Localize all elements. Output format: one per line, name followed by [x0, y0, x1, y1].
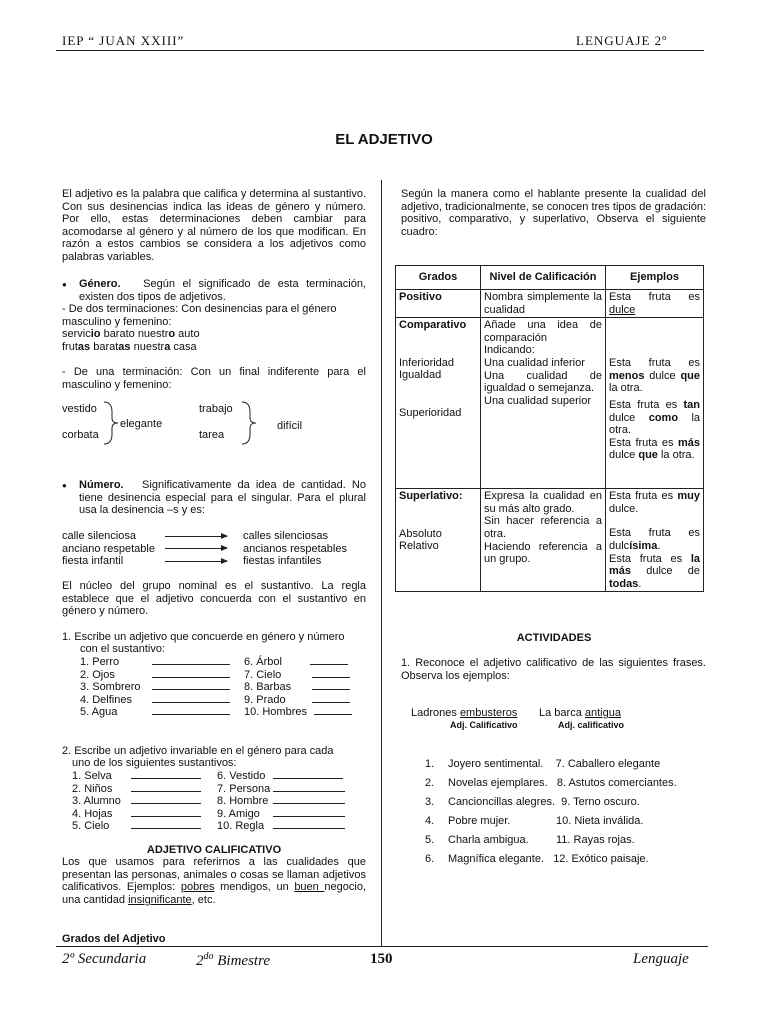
example-line-2: frutas baratas nuestra casa [62, 341, 197, 353]
list-item: 6. Magnífica elegante. 12. Exótico paisaje. [425, 853, 649, 865]
intro-paragraph: El adjetivo es la palabra que califica y determina al sustantivo. Con sus desinencias indica las ideas de género y número. Por ello, estas determinaciones deben cambiar para acomodarse al género y al número de los que modifican. En razón a estos cambios se considera a los adjetivos como palabras variables. [62, 188, 366, 263]
arrow-icon [165, 561, 227, 562]
exercise-2-list-2: 6. Vestido 7. Persona 8. Hombre 9. Amigo 10. Regla [217, 770, 345, 833]
word-trabajo: trabajo [199, 403, 233, 415]
pair-row: fiesta infantil fiestas infantiles [62, 555, 322, 568]
pair-row: anciano respetable ancianos respetables [62, 542, 347, 555]
word-dificil: difícil [277, 420, 303, 432]
list-item: 3. Cancioncillas alegres. 9. Terno oscuro. [425, 796, 640, 808]
word-vestido: vestido [62, 403, 97, 415]
table-header: Nivel de Calificación [481, 266, 606, 290]
word-tarea: tarea [199, 429, 225, 441]
calificativo-title: ADJETIVO CALIFICATIVO [146, 844, 282, 856]
brace-icon [238, 400, 258, 446]
exercise-1-list: 1. Perro 2. Ojos 3. Sombrero 4. Delfines 5. Agua [80, 656, 230, 719]
table-row: Superlativo: Absoluto Relativo Expresa la cualidad en su más alto grado. Sin hacer referencia a otra. Haciendo referencia a un grupo. Esta fruta es muy dulce. Esta fruta es dulcísima. Esta fruta es la más dulce de todas. [396, 489, 704, 592]
table-row: Positivo Nombra simplemente la cualidad Esta fruta es dulce [396, 290, 704, 318]
dos-terminaciones [62, 303, 372, 328]
exercise-1-list-2: 6. Árbol 7. Cielo 8. Barbas 9. Prado 10. Hombres [244, 656, 352, 719]
header-rule [56, 50, 704, 51]
table-header: Ejemplos [606, 266, 704, 290]
word-corbata: corbata [62, 429, 99, 441]
actividades-question: 1. Reconoce el adjetivo calificativo de las siguientes frases. Observa los ejemplos: [401, 657, 706, 682]
exercise-2-list: 1. Selva 2. Niños 3. Alumno 4. Hojas 5. Cielo [72, 770, 201, 833]
list-item: 2. Novelas ejemplares. 8. Astutos comerciantes. [425, 777, 677, 789]
plural-pairs [62, 530, 347, 568]
list-item: 5. Charla ambigua. 11. Rayas rojas. [425, 834, 635, 846]
list-item: 1. Joyero sentimental. 7. Caballero elegante [425, 758, 661, 770]
column-divider [381, 180, 382, 946]
example-label-2: Adj. calificativo [558, 720, 625, 730]
table-row: Comparativo Inferioridad Igualdad Superioridad Añade una idea de comparación Indicando: Una cualidad inferior Una cualidad de igualdad o semejanza. Una cualidad superior Esta fruta es menos dulce que la otra. Esta fruta es tan dulce como la otra. Esta fruta es más dulce que la otra. [396, 318, 704, 489]
example-label-1: Adj. Calificativo [450, 720, 518, 730]
calificativo-paragraph: Los que usamos para referirnos a las cualidades que presentan las personas, animales o cosas se llaman adjetivos calificativos. Ejemplos: pobres mendigos, un buen negocio, una cantidad insignificante, etc. [62, 856, 366, 906]
example-ladrones: Ladrones embusteros [411, 707, 518, 719]
grados-table [395, 265, 704, 592]
exercise-1-question: 1. Escribe un adjetivo que concuerde en género y número [62, 631, 345, 643]
footer-grade: 2º Secundaria [62, 951, 147, 967]
right-intro-paragraph: Según la manera como el hablante presente la cualidad del adjetivo, tradicionalmente, se conocen tres tipos de gradación: positivo, comparativo, y superlativo, Observa el siguiente cuadro: [401, 188, 706, 238]
genero-paragraph [79, 278, 366, 303]
brace-icon [100, 400, 120, 446]
numero-text: Significativamente da idea de cantidad. No tiene desinencia especial para el singular. Para el plural usa la desinencia –s y es: [79, 479, 366, 517]
example-line-1: servicio barato nuestro auto [62, 328, 200, 340]
word-elegante: elegante [120, 418, 163, 430]
nucleo-paragraph: El núcleo del grupo nominal es el sustantivo. La regla establece que el adjetivo concuerda con el sustantivo en género y número. [62, 580, 366, 618]
footer-subject: Lenguaje [633, 951, 689, 967]
footer-bimestre: $2^{do}$ Bimestre [196, 951, 271, 969]
footer-rule [56, 946, 708, 947]
exercise-1-question-2: con el sustantivo: [80, 643, 165, 655]
genero-title: Género. [79, 278, 121, 290]
una-terminacion: - De una terminación: Con un final indiferente para el masculino y femenino: [62, 366, 366, 391]
example-barca: La barca antigua [539, 707, 621, 719]
list-item: 4. Pobre mujer. 10. Nieta inválida. [425, 815, 644, 827]
numero-paragraph [79, 479, 366, 517]
exercise-2-question-2: uno de los siguientes sustantivos: [72, 757, 237, 769]
numero-title: Número. [79, 479, 124, 491]
page-number: 150 [370, 951, 393, 967]
actividades-title: ACTIVIDADES [516, 632, 592, 644]
grados-title: Grados del Adjetivo [62, 933, 166, 945]
header-subject: LENGUAJE 2º [576, 33, 668, 48]
header-school: IEP “ JUAN XXIII” [62, 33, 185, 48]
table-header: Grados [396, 266, 481, 290]
arrow-icon [165, 548, 227, 549]
exercise-2-question: 2. Escribe un adjetivo invariable en el género para cada [62, 745, 334, 757]
page-title: EL ADJETIVO [335, 131, 433, 148]
arrow-icon [165, 536, 227, 537]
dos-term-text: - De dos terminaciones: Con desinencias para el género masculino y femenino: [62, 303, 337, 328]
pair-row: calle silenciosa calles silenciosas [62, 530, 328, 542]
genero-text: Según el significado de esta terminación, existen dos tipos de adjetivos. [79, 278, 366, 303]
phrase-list [425, 755, 677, 869]
